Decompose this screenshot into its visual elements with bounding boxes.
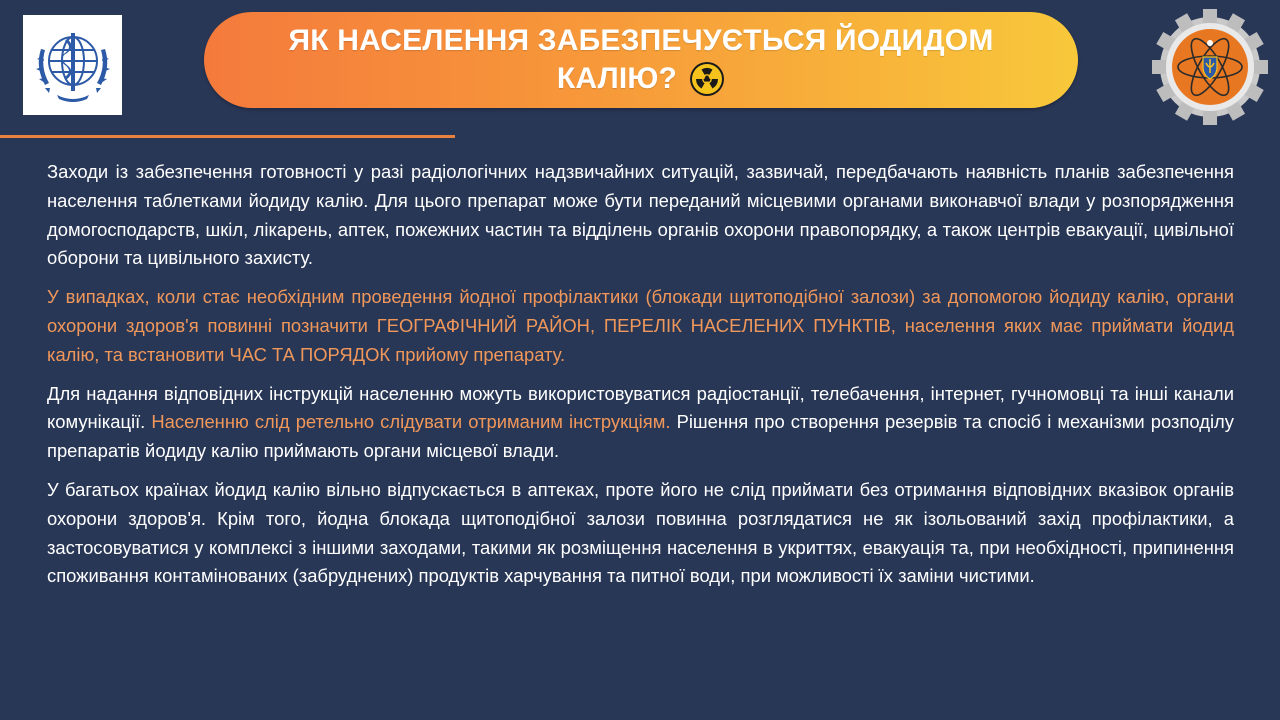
agency-logo — [1150, 8, 1270, 126]
title-underline — [0, 135, 455, 138]
nuclear-safety-emblem-icon — [1150, 8, 1270, 126]
title-banner — [204, 12, 1078, 108]
body-text — [47, 158, 1234, 601]
page-title-text: КАЛІЮ? — [556, 62, 678, 95]
paragraph-3-highlight: Населенню слід ретельно слідувати отриманим інструкціям. — [151, 411, 671, 433]
paragraph-3 — [47, 380, 1234, 466]
paragraph-3-part-a: Для надання відповідних інструкцій населенню можуть використовуватися радіостанції, телебачення, інтернет, гучномовці та інші канали комунікації. — [47, 382, 1234, 433]
who-logo — [23, 15, 122, 115]
page-title-line2 — [557, 60, 725, 98]
paragraph-4: У багатьох країнах йодид калію вільно відпускається в аптеках, проте його не слід приймати без отримання відповідних вказівок органів охорони здоров'я. Крім того, йодна блокада щитоподібної залози повинна розглядатися не як ізольований захід профілактики, а застосовуватися у комплексі з іншими заходами, такими як розміщення населення в укриттях, евакуація та, при необхідності, припинення споживання контамінованих (забруднених) продуктів харчування та питної води, при можливості їх заміни чистими. — [47, 478, 1234, 587]
who-emblem-icon — [27, 19, 119, 111]
paragraph-1: Заходи із забезпечення готовності у разі радіологічних надзвичайних ситуацій, зазвичай, передбачають наявність планів забезпечення населення таблетками йодиду калію. Для цього препарат може бути переданий місцевими органами виконавчої влади у розпорядження домогосподарств, шкіл, лікарень, аптек, пожежних частин та відділень органів охорони правопорядку, а також центрів евакуації, цивільної оборони та цивільного захисту. — [47, 161, 1234, 269]
paragraph-3-part-c: Рішення про створення резервів та спосіб і механізми розподілу препаратів йодиду калію приймають органи місцевої влади. — [47, 411, 1234, 462]
paragraph-2: У випадках, коли стає необхідним проведення йодної профілактики (блокади щитоподібної залози) за допомогою йодиду калію, органи охорони здоров'я повинні позначити ГЕОГРАФІЧНИЙ РАЙОН, ПЕРЕЛІК НАСЕЛЕНИХ ПУНКТІВ, населення яких має приймати йодид калію, та встановити ЧАС ТА ПОРЯДОК прийому препарату. — [47, 286, 1234, 365]
page-title-line1: ЯК НАСЕЛЕННЯ ЗАБЕЗПЕЧУЄТЬСЯ ЙОДИДОМ — [288, 24, 994, 57]
radiation-icon — [689, 61, 725, 97]
